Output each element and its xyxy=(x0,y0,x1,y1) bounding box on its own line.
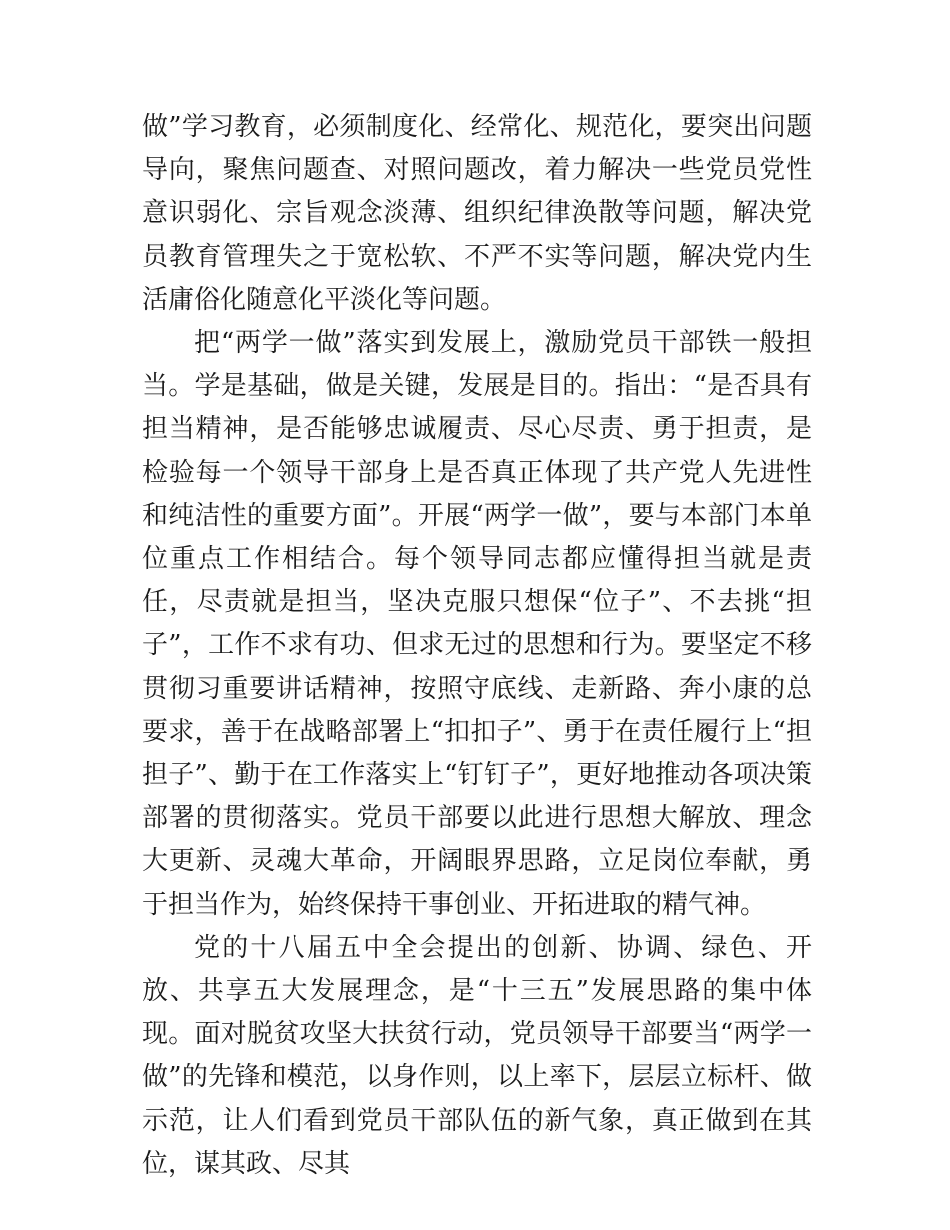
paragraph-3: 党的十八届五中全会提出的创新、协调、绿色、开放、共享五大发展理念，是“十三五”发展思路的集中体现。面对脱贫攻坚大扶贫行动，党员领导干部要当“两学一做”的先锋和模范，以身作则，以上率下，层层立标杆、做示范，让人们看到党员干部队伍的新气象，真正做到在其位，谋其政、尽其 xyxy=(142,932,812,1179)
paragraph-1: 做”学习教育，必须制度化、经常化、规范化，要突出问题导向，聚焦问题查、对照问题改，着力解决一些党员党性意识弱化、宗旨观念淡薄、组织纪律涣散等问题，解决党员教育管理失之于宽松软、不严不实等问题，解决党内生活庸俗化随意化平淡化等问题。 xyxy=(142,112,812,315)
document-body xyxy=(142,106,812,1186)
paragraph-2: 把“两学一做”落实到发展上，激励党员干部铁一般担当。学是基础，做是关键，发展是目的。指出：“是否具有担当精神，是否能够忠诚履责、尽心尽责、勇于担责，是检验每一个领导干部身上是否真正体现了共产党人先进性和纯洁性的重要方面”。开展“两学一做”，要与本部门本单位重点工作相结合。每个领导同志都应懂得担当就是责任，尽责就是担当，坚决克服只想保“位子”、不去挑“担子”，工作不求有功、但求无过的思想和行为。要坚定不移贯彻习重要讲话精神，按照守底线、走新路、奔小康的总要求，善于在战略部署上“扣扣子”、勇于在责任履行上“担担子”、勤于在工作落实上“钉钉子”，更好地推动各项决策部署的贯彻落实。党员干部要以此进行思想大解放、理念大更新、灵魂大革命，开阔眼界思路，立足岗位奉献，勇于担当作为，始终保持干事创业、开拓进取的精气神。 xyxy=(142,328,812,920)
